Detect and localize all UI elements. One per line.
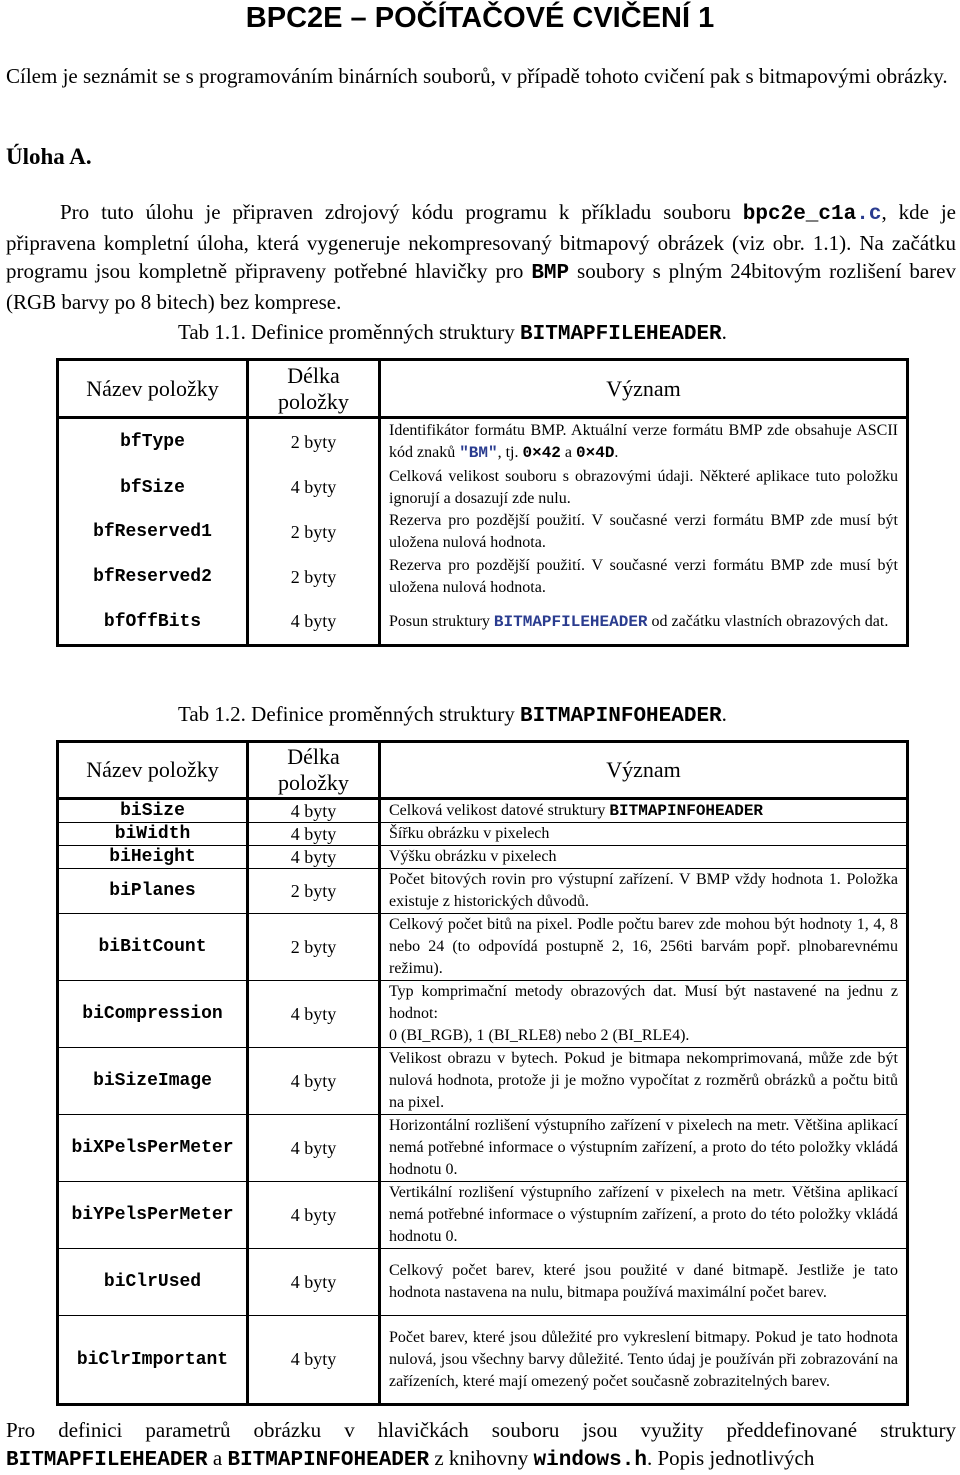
- field-length-cell: 4 byty: [248, 1182, 380, 1249]
- field-description-cell: Celková velikost datové struktury BITMAPINFOHEADER: [380, 799, 908, 823]
- field-length-cell: 4 byty: [248, 466, 380, 510]
- field-description-cell: Vertikální rozlišení výstupního zařízení v pixelech na metr. Většina aplikací nemá potřebné informace o výstupním zařízení, a proto do této položky vkládá hodnotu 0.: [380, 1182, 908, 1249]
- field-name-cell: bfOffBits: [58, 600, 248, 646]
- column-header-length: Délka položky: [248, 742, 380, 799]
- table-row: [58, 981, 908, 1048]
- field-name-cell: biCompression: [58, 981, 248, 1048]
- bitmapinfoheader-table: [56, 740, 909, 1406]
- table-row: [58, 510, 908, 555]
- bmp-keyword: BMP: [531, 262, 570, 285]
- field-length-cell: 4 byty: [248, 1048, 380, 1115]
- document-title: BPC2E – POČÍTAČOVÉ CVIČENÍ 1: [245, 2, 715, 34]
- table-row: [58, 1182, 908, 1249]
- field-length-cell: 2 byty: [248, 914, 380, 981]
- table-row: [58, 799, 908, 823]
- field-length-cell: 4 byty: [248, 846, 380, 869]
- field-length-cell: 4 byty: [248, 981, 380, 1048]
- intro-paragraph: Cílem je seznámit se s programováním binárních souborů, v případě tohoto cvičení pak s bitmapovými obrázky.: [6, 64, 948, 88]
- field-description-cell: Celková velikost souboru s obrazovými údaji. Některé aplikace tuto položku ignorují a dosazují zde nulu.: [380, 466, 908, 510]
- table-row: [58, 1115, 908, 1182]
- table1-caption: Tab 1.1. Definice proměnných struktury BITMAPFILEHEADER.: [178, 320, 727, 346]
- table-row: [58, 600, 908, 646]
- field-length-cell: 2 byty: [248, 869, 380, 914]
- task-heading: Úloha A.: [6, 144, 92, 169]
- table-header-row: [58, 360, 908, 418]
- table-row: [58, 1048, 908, 1115]
- field-description-cell: Rezerva pro pozdější použití. V současné verzi formátu BMP zde musí být uložena nulová hodnota.: [380, 555, 908, 600]
- field-description-cell: Celkový počet barev, které jsou použité v dané bitmapě. Jestliže je tato hodnota nastavena na nulu, bitmapa používá maximální počet barev.: [380, 1249, 908, 1316]
- source-file-name: bpc2e_c1a: [742, 203, 857, 226]
- field-description-cell: Výšku obrázku v pixelech: [380, 846, 908, 869]
- field-length-cell: 4 byty: [248, 600, 380, 646]
- field-description-cell: Počet barev, které jsou důležité pro vykreslení bitmapy. Pokud je tato hodnota nulová, jsou všechny barvy důležité. Tento údaj je používán při zobrazování na zařízeních, které mají omezený počet současně zobrazitelných barev.: [380, 1316, 908, 1405]
- field-name-cell: biPlanes: [58, 869, 248, 914]
- field-description-cell: Počet bitových rovin pro výstupní zařízení. V BMP vždy hodnota 1. Položka existuje z historických důvodů.: [380, 869, 908, 914]
- table-row: [58, 846, 908, 869]
- field-length-cell: 4 byty: [248, 1249, 380, 1316]
- field-description-cell: Horizontální rozlišení výstupního zařízení v pixelech na metr. Většina aplikací nemá potřebné informace o výstupním zařízení, a proto do této položky vkládá hodnotu 0.: [380, 1115, 908, 1182]
- field-description-cell: Typ komprimační metody obrazových dat. Musí být nastavené na jednu z hodnot: 0 (BI_RGB), 1 (BI_RLE8) nebo 2 (BI_RLE4).: [380, 981, 908, 1048]
- field-length-cell: 4 byty: [248, 1316, 380, 1405]
- table-row: [58, 555, 908, 600]
- field-name-cell: biWidth: [58, 823, 248, 846]
- table-row: [58, 869, 908, 914]
- table-row: [58, 914, 908, 981]
- column-header-name: Název položky: [58, 360, 248, 418]
- field-length-cell: 2 byty: [248, 555, 380, 600]
- field-description-cell: Identifikátor formátu BMP. Aktuální verze formátu BMP zde obsahuje ASCII kód znaků "BM", tj. 0×42 a 0×4D.: [380, 418, 908, 466]
- field-length-cell: 4 byty: [248, 1115, 380, 1182]
- table2-caption: Tab 1.2. Definice proměnných struktury BITMAPINFOHEADER.: [178, 702, 727, 728]
- field-description-cell: Celkový počet bitů na pixel. Podle počtu barev zde mohou být hodnoty 1, 4, 8 nebo 24 (to odpovídá postupně 2, 16, 256ti barvám popř. plnobarevnému režimu).: [380, 914, 908, 981]
- field-name-cell: biYPelsPerMeter: [58, 1182, 248, 1249]
- field-description-cell: Posun struktury BITMAPFILEHEADER od začátku vlastních obrazových dat.: [380, 600, 908, 646]
- column-header-meaning: Význam: [380, 360, 908, 418]
- column-header-length: Délka položky: [248, 360, 380, 418]
- column-header-meaning: Význam: [380, 742, 908, 799]
- field-name-cell: biHeight: [58, 846, 248, 869]
- table-row: [58, 1316, 908, 1405]
- column-header-name: Název položky: [58, 742, 248, 799]
- source-file-ext: .c: [856, 203, 882, 226]
- field-name-cell: bfType: [58, 418, 248, 466]
- table-header-row: [58, 742, 908, 799]
- field-name-cell: biClrUsed: [58, 1249, 248, 1316]
- field-name-cell: biXPelsPerMeter: [58, 1115, 248, 1182]
- field-length-cell: 2 byty: [248, 510, 380, 555]
- field-name-cell: bfReserved1: [58, 510, 248, 555]
- table-row: [58, 466, 908, 510]
- field-length-cell: 4 byty: [248, 823, 380, 846]
- field-length-cell: 2 byty: [248, 418, 380, 466]
- field-description-cell: Šířku obrázku v pixelech: [380, 823, 908, 846]
- task-paragraph: Pro tuto úlohu je připraven zdrojový kódu programu k příkladu souboru bpc2e_c1a.c, kde je připravena kompletní úloha, která vygeneruje nekompresovaný bitmapový obrázek (viz obr. 1.1). Na začátku programu jsou kompletně připraveny potřebné hlavičky pro BMP soubory s plným 24bitovým rozlišení barev (RGB barvy po 8 bitech) bez komprese.: [6, 200, 956, 314]
- field-name-cell: biSizeImage: [58, 1048, 248, 1115]
- table-row: [58, 1249, 908, 1316]
- field-name-cell: biClrImportant: [58, 1316, 248, 1405]
- field-name-cell: biSize: [58, 799, 248, 823]
- field-description-cell: Velikost obrazu v bytech. Pokud je bitmapa nekomprimovaná, může zde být nulová hodnota, protože ji je možno vypočítat z rozměrů obrázků a počtu bitů na pixel.: [380, 1048, 908, 1115]
- field-name-cell: biBitCount: [58, 914, 248, 981]
- table-row: [58, 823, 908, 846]
- field-length-cell: 4 byty: [248, 799, 380, 823]
- footer-paragraph: Pro definici parametrů obrázku v hlavičkách souboru jsou využity předdefinované struktury BITMAPFILEHEADER a BITMAPINFOHEADER z knihovny windows.h. Popis jednotlivých: [6, 1418, 956, 1472]
- field-description-cell: Rezerva pro pozdější použití. V současné verzi formátu BMP zde musí být uložena nulová hodnota.: [380, 510, 908, 555]
- table-row: [58, 418, 908, 466]
- field-name-cell: bfSize: [58, 466, 248, 510]
- field-name-cell: bfReserved2: [58, 555, 248, 600]
- bitmapfileheader-table: [56, 358, 909, 647]
